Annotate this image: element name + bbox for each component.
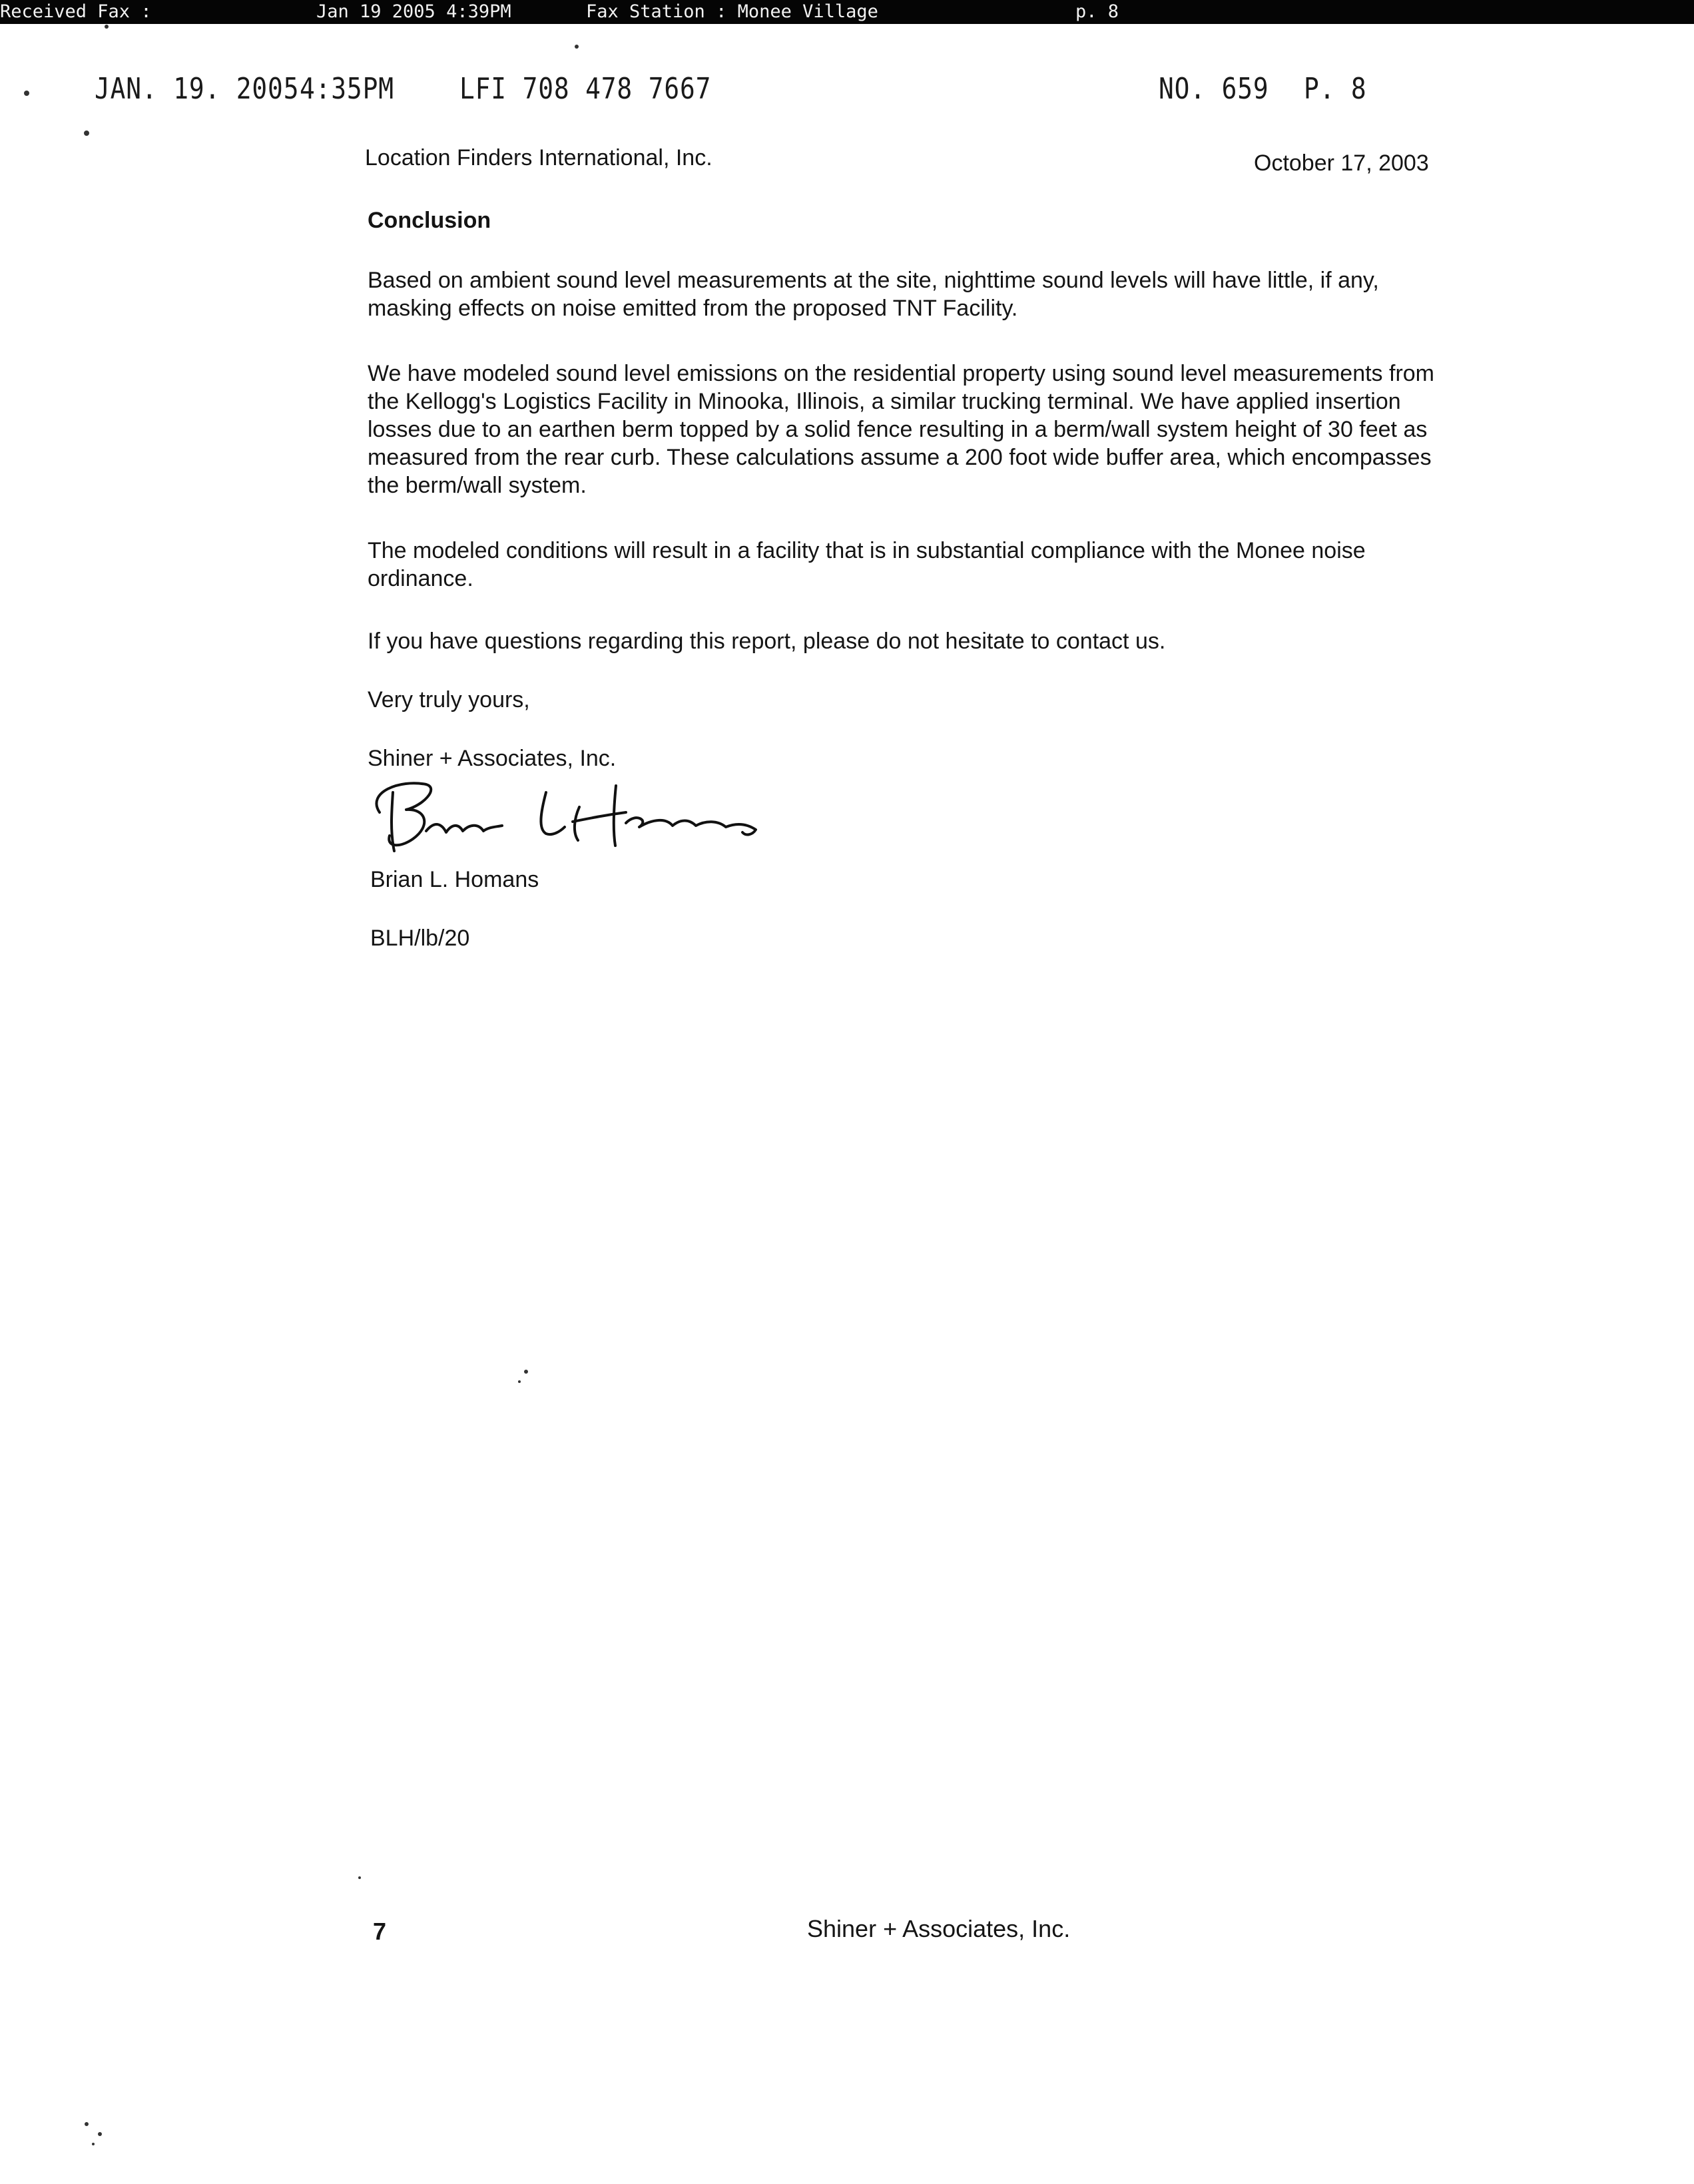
body-paragraph: The modeled conditions will result in a facility that is in substantial compliance with the Monee noise ordinance. [368, 538, 1366, 591]
transmit-sender: LFI 708 478 7667 [459, 72, 712, 106]
fax-page-number: p. 8 [1075, 1, 1119, 22]
transmit-date: JAN. 19. 2005 [95, 72, 300, 106]
handwritten-signature [353, 766, 832, 866]
company-header: Location Finders International, Inc. [365, 145, 712, 170]
body-paragraph: Based on ambient sound level measurements at the site, nighttime sound levels will have little, if any, masking effects on noise emitted from the proposed TNT Facility. [368, 268, 1379, 321]
body-paragraph: If you have questions regarding this report, please do not hesitate to contact us. [368, 629, 1166, 654]
signer-name: Brian L. Homans [370, 867, 539, 892]
section-heading: Conclusion [368, 208, 491, 233]
fax-received-datetime: Jan 19 2005 4:39PM [316, 1, 511, 22]
page-number: 7 [373, 1918, 387, 1945]
reference-initials: BLH/lb/20 [370, 926, 470, 951]
fax-station: Fax Station : Monee Village [586, 1, 878, 22]
transmit-number: NO. 659 [1159, 72, 1269, 106]
report-date: October 17, 2003 [1254, 150, 1429, 176]
fax-received-label: Received Fax : [0, 1, 152, 22]
body-paragraph: We have modeled sound level emissions on the residential property using sound level measurements from the Kellogg's Logistics Facility in Minooka, Illinois, a similar trucking terminal. We have applied insertion losses due to an earthen berm topped by a solid fence resulting in a berm/wall system height of 30 feet as measured from the rear curb. These calculations assume a 200 foot wide buffer area, which encompasses the berm/wall system. [368, 361, 1435, 498]
fax-header-banner [0, 0, 1694, 24]
closing: Very truly yours, [368, 687, 530, 712]
transmit-time: 4:35PM [300, 72, 394, 106]
transmit-page: P. 8 [1304, 72, 1367, 106]
firm-name: Shiner + Associates, Inc. [368, 746, 617, 771]
footer-firm: Shiner + Associates, Inc. [807, 1915, 1071, 1942]
